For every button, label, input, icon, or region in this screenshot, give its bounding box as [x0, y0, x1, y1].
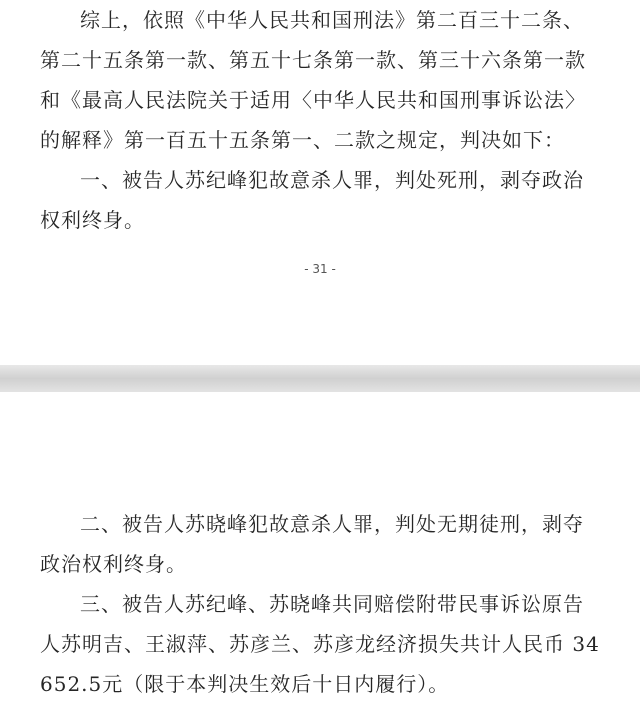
- page-break-divider: [0, 365, 640, 392]
- document-page-bottom: [0, 392, 640, 696]
- page-number: - 31 -: [304, 262, 336, 276]
- judgment-item-three: 三、被告人苏纪峰、苏晓峰共同赔偿附带民事诉讼原告人苏明吉、王淑萍、苏彦兰、苏彦龙经济损失共计人民币 34652.5元（限于本判决生效后十日内履行）。: [40, 592, 600, 696]
- judgment-item-two: 二、被告人苏晓峰犯故意杀人罪，判处无期徒刑，剥夺政治权利终身。: [40, 512, 584, 576]
- judgment-legal-basis-paragraph: 综上，依照《中华人民共和国刑法》第二百三十二条、第二十五条第一款、第五十七条第一款、第三十六条第一款和《最高人民法院关于适用〈中华人民共和国刑事诉讼法〉的解释》第一百五十五条第一、二款之规定，判决如下：: [40, 8, 586, 152]
- judgment-item-one: 一、被告人苏纪峰犯故意杀人罪，判处死刑，剥夺政治权利终身。: [40, 168, 584, 232]
